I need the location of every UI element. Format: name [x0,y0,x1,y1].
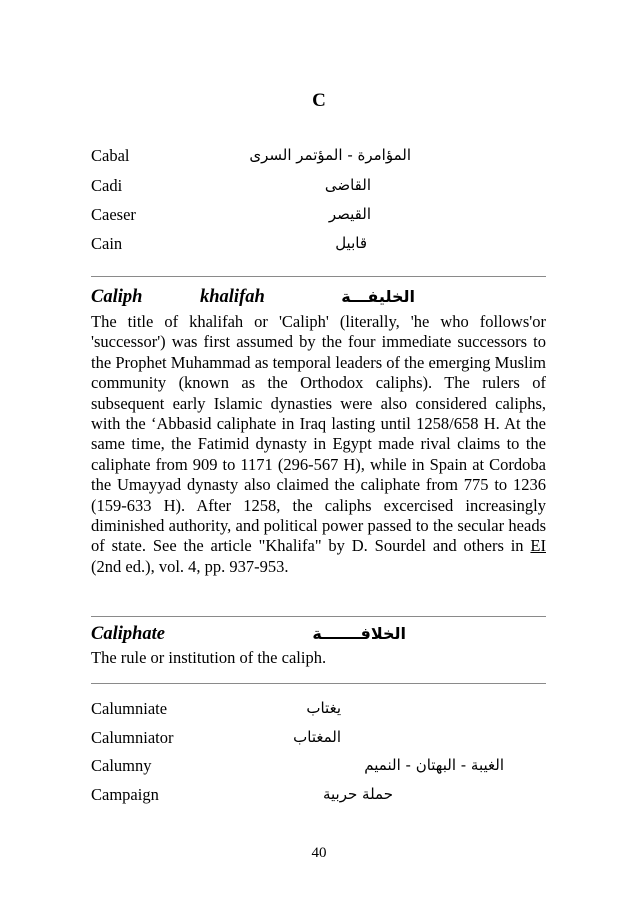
arabic-term: المغتاب [293,728,341,746]
glossary-row [91,176,551,200]
divider [91,683,546,684]
reference-link[interactable]: EI [530,536,546,556]
arabic-term: القيصر [328,205,371,223]
english-term: Caeser [91,205,136,224]
arabic-term: المؤامرة - المؤتمر السرى [249,146,411,164]
glossary-row [91,146,551,170]
glossary-row [91,699,551,723]
english-term: Cain [91,234,123,253]
page-number: 40 [311,845,327,861]
english-term: Calumny [91,756,152,775]
entry-transliteration: khalifah [200,287,265,307]
arabic-term: الغيبة - البهتان - النميم [364,756,504,774]
english-term: Cabal [91,146,130,165]
definition-text: The title of khalifah or 'Caliph' (literally, 'he who follows'or 'successor') was first assumed by the four immediate successors to the Prophet Muhammad as temporal leaders of the emerging Muslim community (known as the Orthodox caliphs). The rulers of subsequent early Islamic dynasties were also considered caliphs, with the ‘Abbasid caliphate in Iraq lasting until 1258/658 H. At the same time, the Fatimid dynasty in Egypt made rival claims to the caliphate from 909 to 1171 (296-567 H), while in Spain at Cordoba the Umayyad dynasty also claimed the caliphate from 775 to 1236 (159-633 H). After 1258, the caliphs excercised increasingly diminished authority, and political power passed to the secular heads of state. See the article "Khalifa" by D. Sourdel and others in [91,312,546,556]
english-term: Calumniate [91,699,168,718]
glossary-row [91,728,551,752]
entry-definition-caliphate: The rule or institution of the caliph. [91,648,327,667]
english-term: Calumniator [91,728,174,747]
arabic-term: القاضى [324,176,371,194]
entry-term: Caliphate [91,624,166,644]
section-letter-heading: C [312,90,326,111]
arabic-term: قابيل [335,234,367,252]
entry-heading-caliph [91,287,551,313]
divider [91,616,546,617]
glossary-row [91,205,551,229]
glossary-row [91,785,551,809]
glossary-row [91,234,551,258]
entry-arabic-term: الخليفـــة [341,287,415,306]
arabic-term: يغتاب [306,699,341,717]
english-term: Campaign [91,785,159,804]
english-term: Cadi [91,176,123,195]
entry-term: Caliph [91,287,143,307]
glossary-row [91,756,551,780]
definition-text-end: (2nd ed.), vol. 4, pp. 937-953. [91,556,289,576]
entry-arabic-term: الخلافـــــــة [312,624,406,643]
entry-heading-caliphate [91,624,551,650]
entry-definition-caliph [91,312,546,577]
divider [91,276,546,277]
arabic-term: حملة حربية [322,785,393,803]
